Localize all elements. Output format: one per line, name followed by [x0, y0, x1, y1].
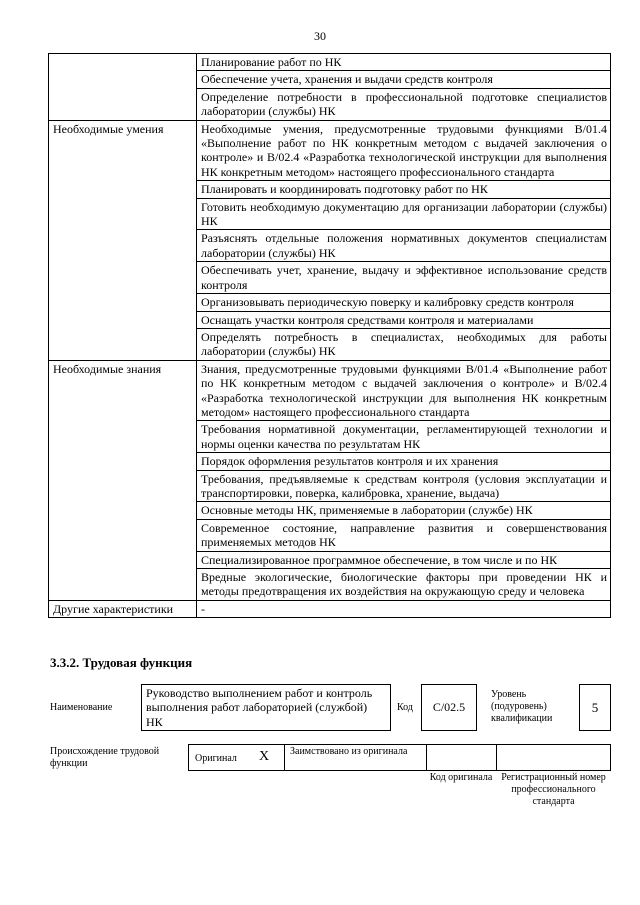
divider [284, 745, 285, 770]
table-cell: Требования нормативной документации, регламентирующей технологии и нормы оценки качества по результатам НК [197, 421, 611, 453]
table-cell: Современное состояние, направление развития и совершенствования применяемых методов НК [197, 519, 611, 551]
table-cell: Порядок оформления результатов контроля и их хранения [197, 453, 611, 470]
table-cell: Основные методы НК, применяемые в лаборатории (службе) НК [197, 502, 611, 519]
table-cell: Необходимые умения, предусмотренные трудовыми функциями В/01.4 «Выполнение работ по НК конкретным методом с выдачей заключения о контроле» и В/02.4 «Разработка технологической инструкции для выполнения НК конкретным методом» настоящего профессионального стандарта [197, 120, 611, 181]
table-row [49, 120, 611, 181]
origin-label: Происхождение трудовой функции [50, 746, 160, 769]
table-cell: Определять потребность в специалистах, необходимых для работы лаборатории (службы) НК [197, 328, 611, 360]
knowledge-label: Необходимые знания [49, 360, 197, 600]
code-original-caption: Код оригинала [429, 772, 493, 783]
level-label: Уровень (подуровень) квалификации [491, 689, 553, 724]
table-cell: Знания, предусмотренные трудовыми функциями В/01.4 «Выполнение работ по НК конкретным методом с выдачей заключения о контроле» и В/02.4 «Разработка технологической инструкции для выполнения НК конкретным методом» настоящего профессионального стандарта [197, 360, 611, 421]
divider [496, 745, 497, 770]
section-title: 3.3.2. Трудовая функция [50, 655, 193, 670]
skills-label: Необходимые умения [49, 120, 197, 360]
requirements-table [48, 53, 611, 618]
table-row [49, 600, 611, 617]
table-cell: Вредные экологические, биологические факторы при проведении НК и методы предотвращения их воздействия на окружающую среду и человека [197, 569, 611, 601]
table-cell: Планировать и координировать подготовку работ по НК [197, 181, 611, 198]
function-name-box: Руководство выполнением работ и контроль выполнения работ лабораторией (службой) НК [141, 684, 391, 731]
table-cell: Обеспечение учета, хранения и выдачи средств контроля [197, 71, 611, 88]
table-cell: Готовить необходимую документацию для организации лаборатории (службы) НК [197, 198, 611, 230]
origin-row [188, 744, 611, 771]
table-cell: Обеспечивать учет, хранение, выдачу и эффективное использование средств контроля [197, 262, 611, 294]
level-box: 5 [579, 684, 611, 731]
table-cell: Планирование работ по НК [197, 54, 611, 71]
table-cell: Оснащать участки контроля средствами контроля и материалами [197, 311, 611, 328]
name-label: Наименование [50, 702, 113, 713]
borrowed-label: Заимствовано из оригинала [290, 746, 408, 757]
divider [426, 745, 427, 770]
table-cell: Разъяснять отдельные положения нормативных документов специалистам лаборатории (службы) НК [197, 230, 611, 262]
original-mark: X [259, 749, 270, 764]
table-cell: Определение потребности в профессиональной подготовке специалистов лаборатории (службы) НК [197, 88, 611, 120]
row-label-empty [49, 54, 197, 121]
table-cell: Специализированное программное обеспечение, в том числе и по НК [197, 551, 611, 568]
function-code-box: C/02.5 [421, 684, 477, 731]
reg-number-caption: Регистрационный номер профессионального стандарта [501, 772, 606, 807]
other-value: - [197, 600, 611, 617]
table-row [49, 54, 611, 71]
original-label: Оригинал [195, 753, 237, 764]
table-cell: Организовывать периодическую поверку и калибровку средств контроля [197, 294, 611, 311]
page-number: 30 [314, 29, 326, 43]
other-label: Другие характеристики [49, 600, 197, 617]
table-cell: Требования, предъявляемые к средствам контроля (условия эксплуатации и транспортировки, поверка, калибровка, хранение, выдача) [197, 470, 611, 502]
code-label: Код [397, 702, 413, 713]
table-row [49, 360, 611, 421]
